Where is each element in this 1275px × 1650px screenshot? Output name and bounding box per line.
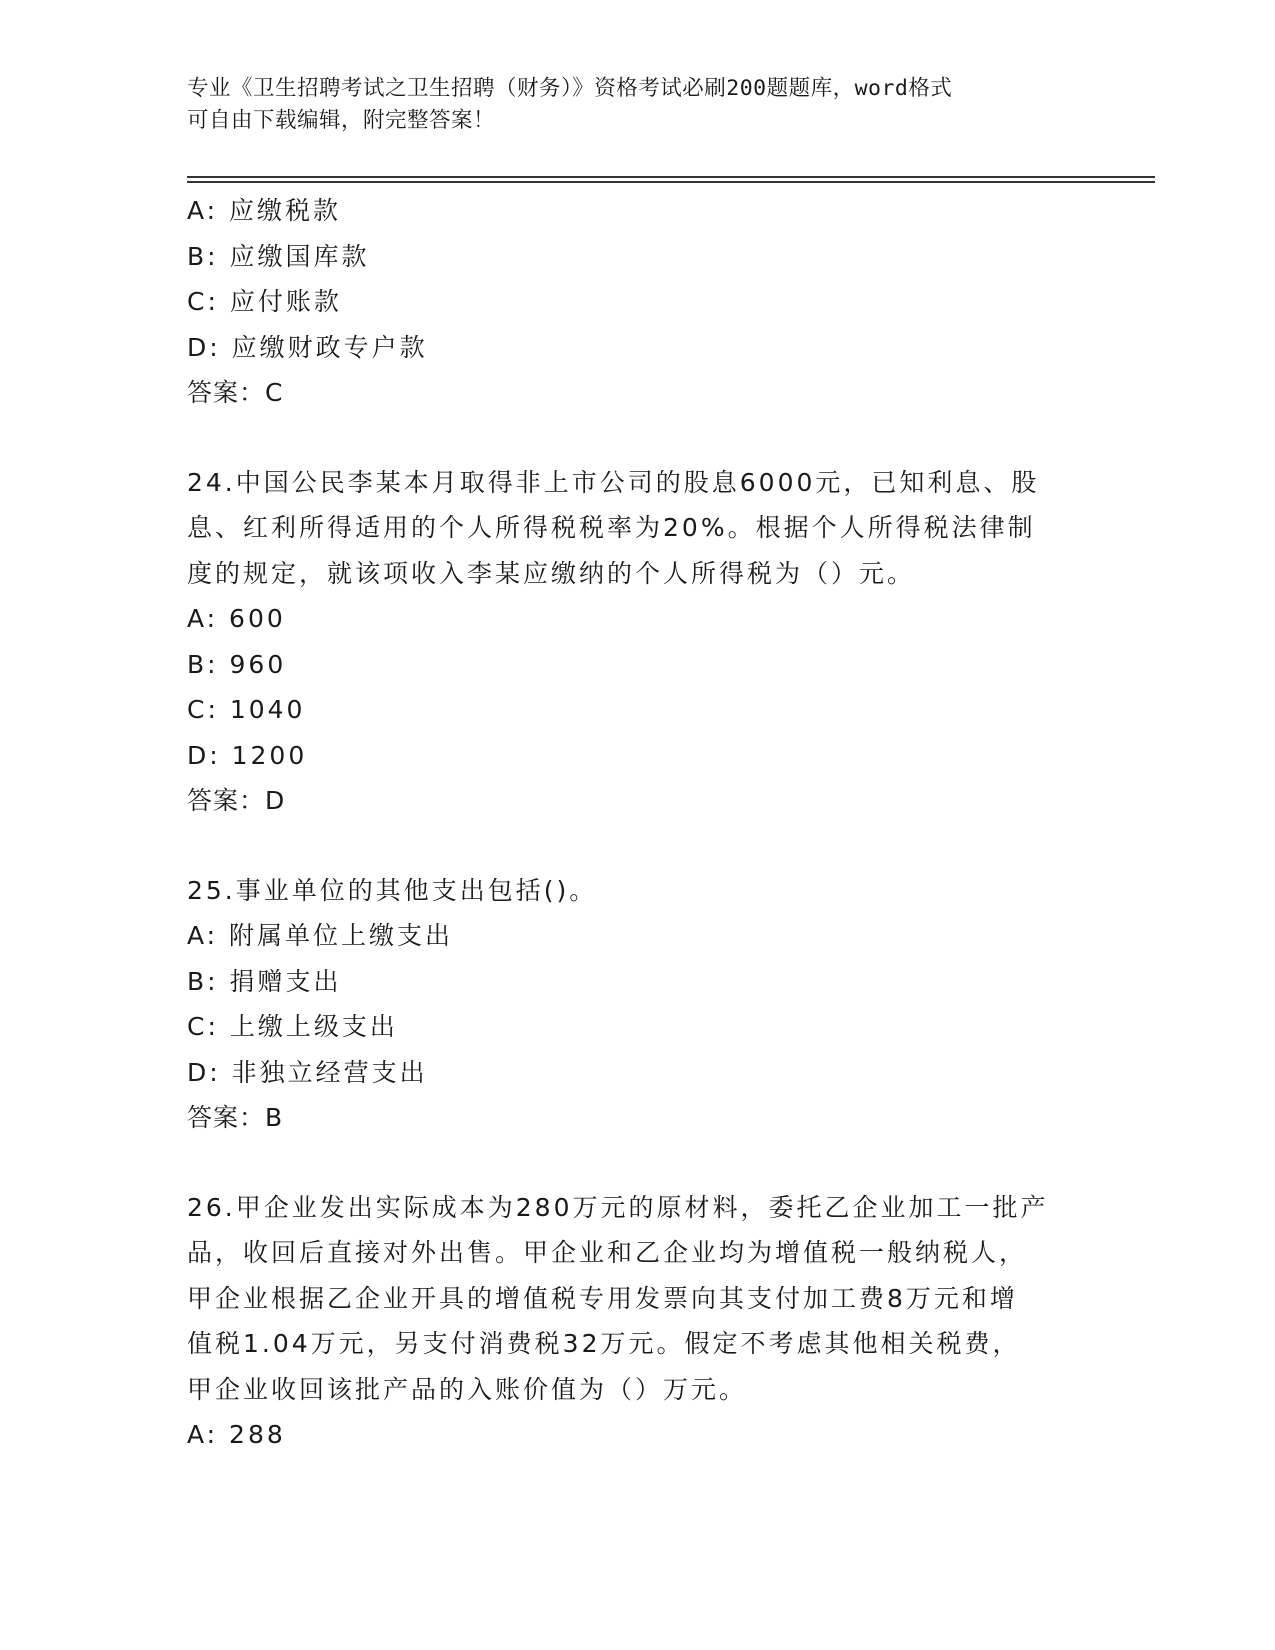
question-stem-line: 息、红利所得适用的个人所得税税率为20%。根据个人所得税法律制 xyxy=(187,513,1036,542)
header-title-line-1: 专业《卫生招聘考试之卫生招聘（财务）》资格考试必刷200题题库，word格式 xyxy=(187,76,953,101)
option-a: A: 附属单位上缴支出 xyxy=(187,921,454,950)
option-b: B: 捐赠支出 xyxy=(187,966,342,996)
spacer xyxy=(187,824,1087,868)
answer: 答案：C xyxy=(187,378,284,407)
option-d: D: 非独立经营支出 xyxy=(187,1057,428,1087)
header-divider-top xyxy=(187,176,1155,178)
option-a: A: 288 xyxy=(187,1420,286,1449)
question-25 xyxy=(187,868,1087,1141)
spacer xyxy=(187,1141,1087,1185)
option-d: D: 1200 xyxy=(187,740,308,770)
question-26 xyxy=(187,1185,1087,1458)
question-stem-line: 25.事业单位的其他支出包括()。 xyxy=(187,875,598,905)
option-c: C: 1040 xyxy=(187,695,306,724)
answer: 答案：B xyxy=(187,1103,284,1132)
question-24 xyxy=(187,460,1087,824)
header-title-line-2: 可自由下载编辑，附完整答案！ xyxy=(187,108,496,133)
answer: 答案：D xyxy=(187,786,286,815)
question-stem-line: 24.中国公民李某本月取得非上市公司的股息6000元，已知利息、股 xyxy=(187,467,1040,497)
header-divider-bottom xyxy=(187,181,1155,183)
option-a: A: 应缴税款 xyxy=(187,196,342,225)
question-stem-line: 度的规定，就该项收入李某应缴纳的个人所得税为（）元。 xyxy=(187,558,916,588)
option-c: C: 上缴上级支出 xyxy=(187,1012,398,1041)
spacer xyxy=(187,416,1087,460)
question-stem-line: 品，收回后直接对外出售。甲企业和乙企业均为增值税一般纳税人， xyxy=(187,1238,1028,1267)
question-stem-line: 甲企业根据乙企业开具的增值税专用发票向其支付加工费8万元和增 xyxy=(187,1283,1018,1313)
question-stem-line: 甲企业收回该批产品的入账价值为（）万元。 xyxy=(187,1374,748,1404)
question-stem-line: 值税1.04万元，另支付消费税32万元。假定不考虑其他相关税费， xyxy=(187,1329,1021,1358)
option-d: D: 应缴财政专户款 xyxy=(187,332,428,362)
option-b: B: 应缴国库款 xyxy=(187,241,370,271)
question-23 xyxy=(187,188,1087,416)
option-a: A: 600 xyxy=(187,604,286,633)
document-header xyxy=(187,73,1067,137)
option-c: C: 应付账款 xyxy=(187,287,342,316)
option-b: B: 960 xyxy=(187,649,287,679)
question-stem-line: 26.甲企业发出实际成本为280万元的原材料，委托乙企业加工一批产 xyxy=(187,1192,1049,1222)
question-list xyxy=(187,188,1087,1458)
